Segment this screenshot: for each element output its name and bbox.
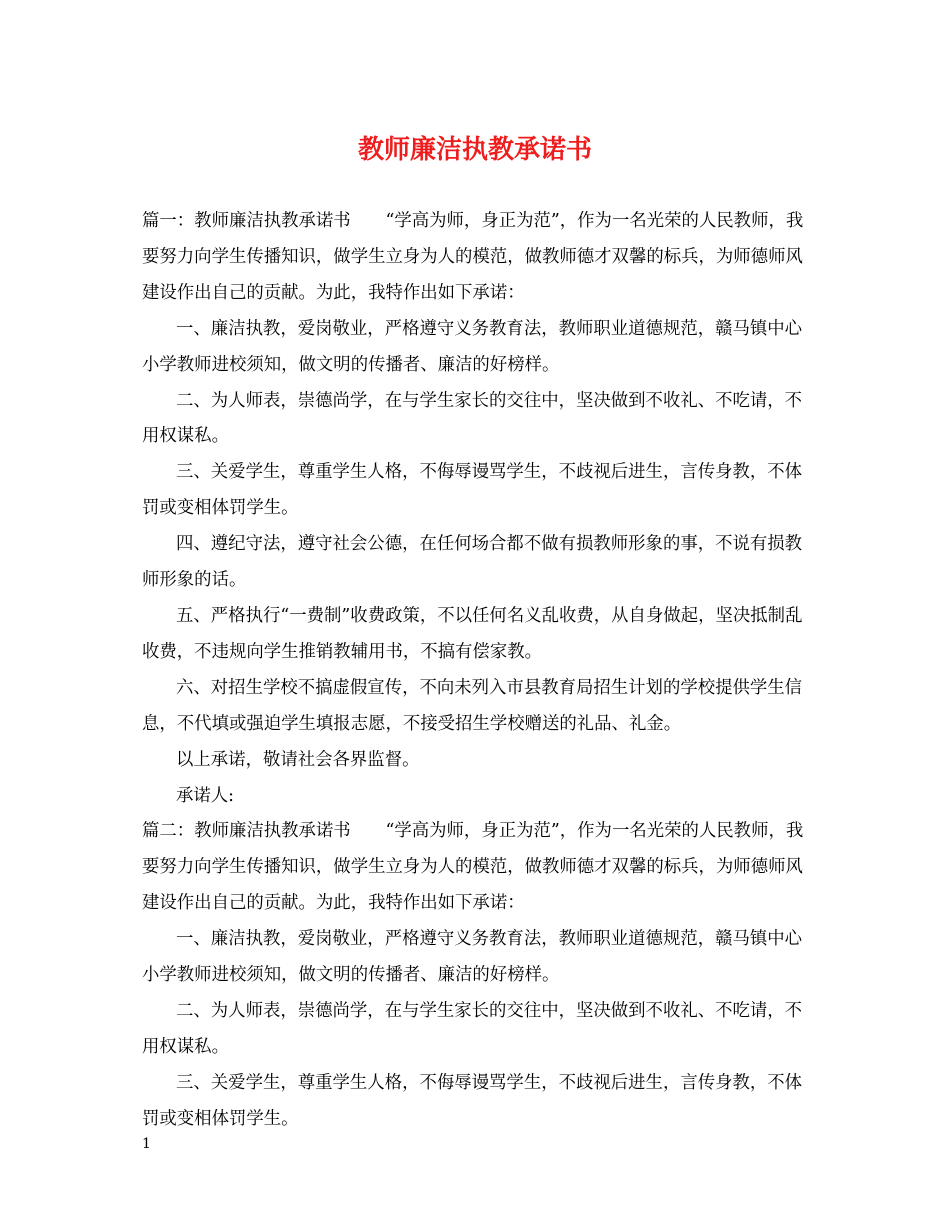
- document-title: 教师廉洁执教承诺书: [357, 135, 592, 165]
- paragraph-part1-intro: 篇一：教师廉洁执教承诺书 “学高为师，身正为范”，作为一名光荣的人民教师，我要努力向学生传播知识，做学生立身为人的模范，做教师德才双馨的标兵，为师德师风建设作出自己的贡献。为此，我特作出如下承诺：: [142, 211, 804, 303]
- paragraph-part1-signatory: 承诺人:: [176, 785, 235, 806]
- paragraph-part1-item3: 三、关爱学生，尊重学生人格，不侮辱谩骂学生，不歧视后进生，言传身教，不体罚或变相体罚学生。: [142, 462, 803, 519]
- paragraph-part1-closing: 以上承诺，敬请社会各界监督。: [176, 749, 420, 770]
- document-body: [142, 204, 817, 1138]
- paragraph-part1-item5: 五、严格执行“一费制”收费政策，不以任何名义乱收费，从自身做起，坚决抵制乱收费，不违规向学生推销教辅用书，不搞有偿家教。: [142, 605, 803, 662]
- paragraph-part2-item2: 二、为人师表，崇德尚学，在与学生家长的交往中，坚决做到不收礼、不吃请，不用权谋私。: [142, 1000, 803, 1057]
- paragraph-part1-item2: 二、为人师表，崇德尚学，在与学生家长的交往中，坚决做到不收礼、不吃请，不用权谋私。: [142, 390, 803, 447]
- paragraph-part2-item3: 三、关爱学生，尊重学生人格，不侮辱谩骂学生，不歧视后进生，言传身教，不体罚或变相体罚学生。: [142, 1072, 803, 1129]
- paragraph-part2-item1: 一、廉洁执教，爱岗敬业，严格遵守义务教育法，教师职业道德规范，赣马镇中心小学教师进校须知，做文明的传播者、廉洁的好榜样。: [142, 929, 803, 986]
- paragraph-part2-intro: 篇二：教师廉洁执教承诺书 “学高为师，身正为范”，作为一名光荣的人民教师，我要努力向学生传播知识，做学生立身为人的模范，做教师德才双馨的标兵，为师德师风建设作出自己的贡献。为此，我特作出如下承诺：: [142, 821, 804, 914]
- paragraph-part1-item1: 一、廉洁执教，爱岗敬业，严格遵守义务教育法，教师职业道德规范，赣马镇中心小学教师进校须知，做文明的传播者、廉洁的好榜样。: [142, 318, 803, 375]
- paragraph-part1-item4: 四、遵纪守法，遵守社会公德，在任何场合都不做有损教师形象的事，不说有损教师形象的话。: [142, 534, 803, 591]
- page-number: 1: [142, 1136, 151, 1152]
- paragraph-part1-item6: 六、对招生学校不搞虚假宣传，不向未列入市县教育局招生计划的学校提供学生信息，不代填或强迫学生填报志愿，不接受招生学校赠送的礼品、礼金。: [142, 677, 803, 734]
